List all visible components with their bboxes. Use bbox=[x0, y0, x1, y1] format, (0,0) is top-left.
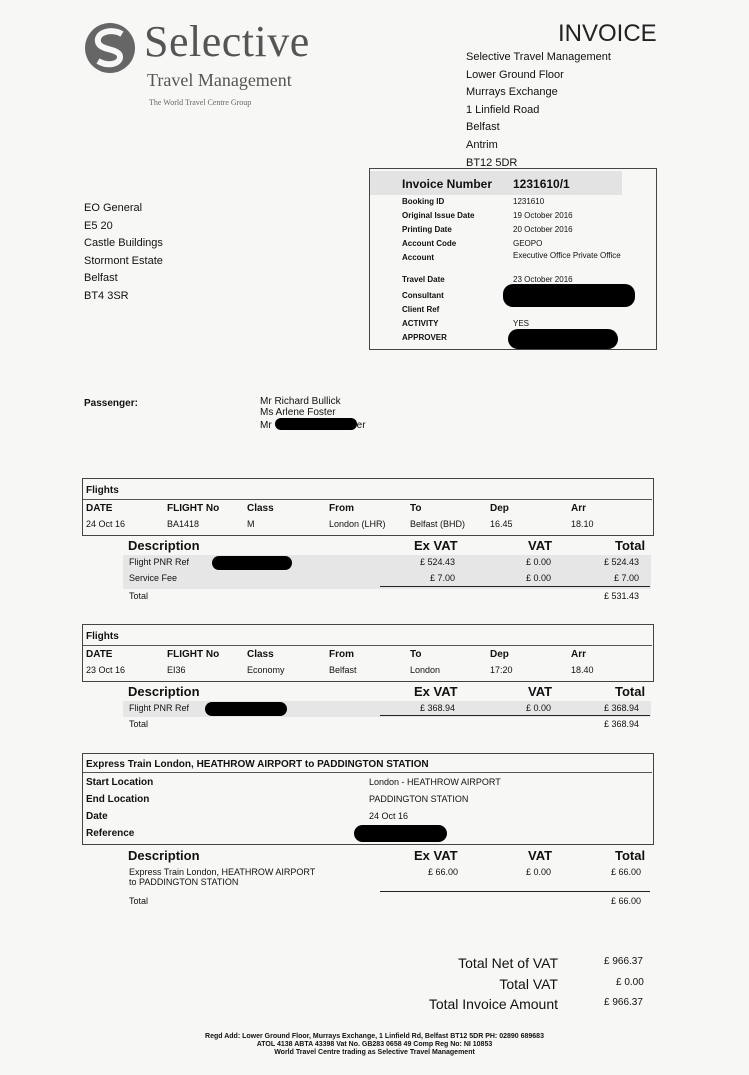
address-line: Castle Buildings bbox=[84, 237, 163, 250]
address-line: Belfast bbox=[84, 272, 118, 285]
col-arr: Arr bbox=[571, 649, 587, 660]
line-exvat: £ 7.00 bbox=[430, 573, 456, 583]
meta-value: 20 October 2016 bbox=[513, 225, 573, 234]
total-header: Total bbox=[615, 684, 646, 699]
exvat-header: Ex VAT bbox=[414, 684, 458, 699]
line-vat: £ 0.00 bbox=[526, 703, 552, 713]
agency-address bbox=[466, 49, 611, 172]
line-vat: £ 0.00 bbox=[526, 867, 552, 877]
flight-date: 23 Oct 16 bbox=[86, 665, 126, 675]
line-vat: £ 0.00 bbox=[526, 557, 552, 567]
col-from: From bbox=[329, 503, 354, 514]
selective-logo-icon bbox=[84, 22, 136, 74]
flights-heading: Flights bbox=[86, 485, 119, 496]
meta-value: Executive Office Private Office bbox=[513, 251, 621, 260]
footer-line: World Travel Centre trading as Selective Travel Management bbox=[274, 1049, 475, 1056]
line-total: £ 524.43 bbox=[604, 557, 640, 567]
address-line: Stormont Estate bbox=[84, 254, 163, 267]
col-flight: FLIGHT No bbox=[167, 649, 220, 660]
col-dep: Dep bbox=[490, 649, 509, 660]
flight-class: M bbox=[247, 519, 255, 529]
flights-heading: Flights bbox=[86, 631, 119, 642]
col-class: Class bbox=[247, 649, 274, 660]
invoice-title: INVOICE bbox=[558, 20, 657, 47]
exvat-header: Ex VAT bbox=[414, 538, 458, 553]
train-value: 24 Oct 16 bbox=[369, 811, 409, 821]
flight-number: BA1418 bbox=[167, 519, 200, 529]
train-label: Reference bbox=[86, 828, 135, 839]
flight-from: Belfast bbox=[329, 665, 357, 675]
brand-name: Selective bbox=[144, 17, 310, 66]
subtotal-rule bbox=[380, 891, 650, 892]
section-total: £ 368.94 bbox=[604, 719, 640, 729]
address-line: BT4 3SR bbox=[84, 289, 129, 302]
train-label: Date bbox=[86, 811, 108, 822]
vat-header: VAT bbox=[528, 538, 553, 553]
total-label: Total bbox=[129, 896, 149, 906]
divider bbox=[83, 772, 652, 773]
flight-date: 24 Oct 16 bbox=[86, 519, 126, 529]
line-exvat: £ 66.00 bbox=[428, 867, 459, 877]
total-header: Total bbox=[615, 848, 646, 863]
meta-value: 19 October 2016 bbox=[513, 211, 573, 220]
line-desc-1: Express Train London, HEATHROW AIRPORT bbox=[129, 867, 316, 877]
flight-from: London (LHR) bbox=[329, 519, 386, 529]
address-line: Antrim bbox=[466, 138, 498, 151]
divider bbox=[83, 499, 652, 500]
col-arr: Arr bbox=[571, 503, 587, 514]
meta-label: Account Code bbox=[402, 239, 457, 248]
footer-line: Regd Add: Lower Ground Floor, Murrays Exchange, 1 Linfield Rd, Belfast BT12 5DR PH: 02890 689683 bbox=[205, 1033, 544, 1040]
meta-value: 23 October 2016 bbox=[513, 275, 573, 284]
redaction-bar bbox=[205, 702, 287, 716]
passenger-name: Ms Arlene Foster bbox=[260, 407, 336, 418]
passenger-label: Passenger: bbox=[84, 398, 138, 409]
line-total: £ 368.94 bbox=[604, 703, 640, 713]
flight-to: Belfast (BHD) bbox=[410, 519, 466, 529]
invoice-meta-box bbox=[369, 168, 657, 350]
section-total: £ 66.00 bbox=[611, 896, 642, 906]
total-net-value: £ 966.37 bbox=[604, 956, 643, 967]
meta-label: Booking ID bbox=[402, 197, 445, 206]
brand-tagline: Travel Management bbox=[147, 70, 292, 90]
col-dep: Dep bbox=[490, 503, 509, 514]
passenger-list bbox=[260, 396, 366, 431]
meta-value: GEOPO bbox=[513, 239, 543, 248]
line-total: £ 7.00 bbox=[614, 573, 640, 583]
line-desc-2: to PADDINGTON STATION bbox=[129, 877, 239, 887]
address-line: BT12 5DR bbox=[466, 156, 518, 169]
flight-number: EI36 bbox=[167, 665, 186, 675]
line-total: £ 66.00 bbox=[611, 867, 642, 877]
total-net-label: Total Net of VAT bbox=[458, 955, 558, 971]
redaction-bar bbox=[508, 329, 618, 349]
meta-label: APPROVER bbox=[402, 333, 447, 342]
total-vat-value: £ 0.00 bbox=[616, 977, 644, 988]
redaction-bar bbox=[354, 825, 447, 842]
flight-dep: 17:20 bbox=[490, 665, 513, 675]
address-line: E5 20 bbox=[84, 219, 113, 232]
total-invoice-label: Total Invoice Amount bbox=[428, 996, 558, 1012]
meta-value: YES bbox=[513, 319, 530, 328]
total-vat-label: Total VAT bbox=[499, 976, 558, 992]
redaction-bar bbox=[275, 418, 357, 430]
col-date: DATE bbox=[86, 649, 113, 660]
description-header: Description bbox=[128, 684, 200, 699]
description-header: Description bbox=[128, 848, 200, 863]
passenger-name: Mr Richard Bullick bbox=[260, 396, 341, 407]
flight-to: London bbox=[410, 665, 441, 675]
meta-label: Consultant bbox=[402, 291, 444, 300]
address-line: Murrays Exchange bbox=[466, 86, 558, 99]
redaction-bar bbox=[212, 556, 292, 570]
meta-value: 1231610 bbox=[513, 197, 545, 206]
address-line: Lower Ground Floor bbox=[466, 68, 564, 81]
line-desc: Flight PNR Ref bbox=[129, 557, 190, 567]
exvat-header: Ex VAT bbox=[414, 848, 458, 863]
meta-label: Account bbox=[402, 253, 434, 262]
address-line: Selective Travel Management bbox=[466, 51, 611, 63]
vat-header: VAT bbox=[528, 684, 553, 699]
line-items-shade bbox=[123, 555, 651, 589]
divider bbox=[83, 645, 652, 646]
flight-arr: 18.40 bbox=[571, 665, 594, 675]
total-label: Total bbox=[129, 719, 149, 729]
flight-arr: 18.10 bbox=[571, 519, 594, 529]
col-class: Class bbox=[247, 503, 274, 514]
brand-group: The World Travel Centre Group bbox=[149, 98, 252, 107]
footer-line: ATOL 4138 ABTA 43398 Vat No. GB283 0658 49 Comp Reg No: NI 10853 bbox=[256, 1041, 493, 1048]
col-flight: FLIGHT No bbox=[167, 503, 220, 514]
col-date: DATE bbox=[86, 503, 113, 514]
line-exvat: £ 368.94 bbox=[420, 703, 456, 713]
address-line: EO General bbox=[84, 202, 143, 214]
address-line: Belfast bbox=[466, 121, 500, 134]
col-to: To bbox=[410, 503, 422, 514]
line-vat: £ 0.00 bbox=[526, 573, 552, 583]
train-label: Start Location bbox=[86, 777, 154, 788]
col-from: From bbox=[329, 649, 354, 660]
line-desc: Flight PNR Ref bbox=[129, 703, 190, 713]
meta-label: Travel Date bbox=[402, 275, 445, 284]
subtotal-rule bbox=[380, 586, 650, 587]
meta-label: Client Ref bbox=[402, 305, 440, 314]
customer-address bbox=[84, 200, 163, 306]
vat-header: VAT bbox=[528, 848, 553, 863]
description-header: Description bbox=[128, 538, 200, 553]
total-header: Total bbox=[615, 538, 646, 553]
line-desc: Service Fee bbox=[129, 573, 178, 583]
section-total: £ 531.43 bbox=[604, 591, 640, 601]
meta-label: Printing Date bbox=[402, 225, 452, 234]
redaction-bar bbox=[503, 284, 635, 307]
train-title: Express Train London, HEATHROW AIRPORT to PADDINGTON STATION bbox=[86, 759, 429, 770]
line-exvat: £ 524.43 bbox=[420, 557, 456, 567]
train-label: End Location bbox=[86, 794, 150, 805]
train-value: London - HEATHROW AIRPORT bbox=[369, 777, 501, 787]
passenger-name: Mr er bbox=[260, 420, 366, 431]
subtotal-rule bbox=[380, 715, 650, 716]
col-to: To bbox=[410, 649, 422, 660]
total-label: Total bbox=[129, 591, 149, 601]
line-desc bbox=[129, 867, 315, 887]
total-invoice-value: £ 966.37 bbox=[604, 997, 643, 1008]
address-line: 1 Linfield Road bbox=[466, 103, 540, 116]
meta-label: ACTIVITY bbox=[402, 319, 439, 328]
invoice-number: 1231610/1 bbox=[513, 177, 570, 191]
footer bbox=[0, 1033, 749, 1057]
flight-dep: 16.45 bbox=[490, 519, 513, 529]
meta-label: Original Issue Date bbox=[402, 211, 475, 220]
train-value: PADDINGTON STATION bbox=[369, 794, 469, 804]
invoice-number-label: Invoice Number bbox=[402, 177, 493, 191]
flight-class: Economy bbox=[247, 665, 285, 675]
